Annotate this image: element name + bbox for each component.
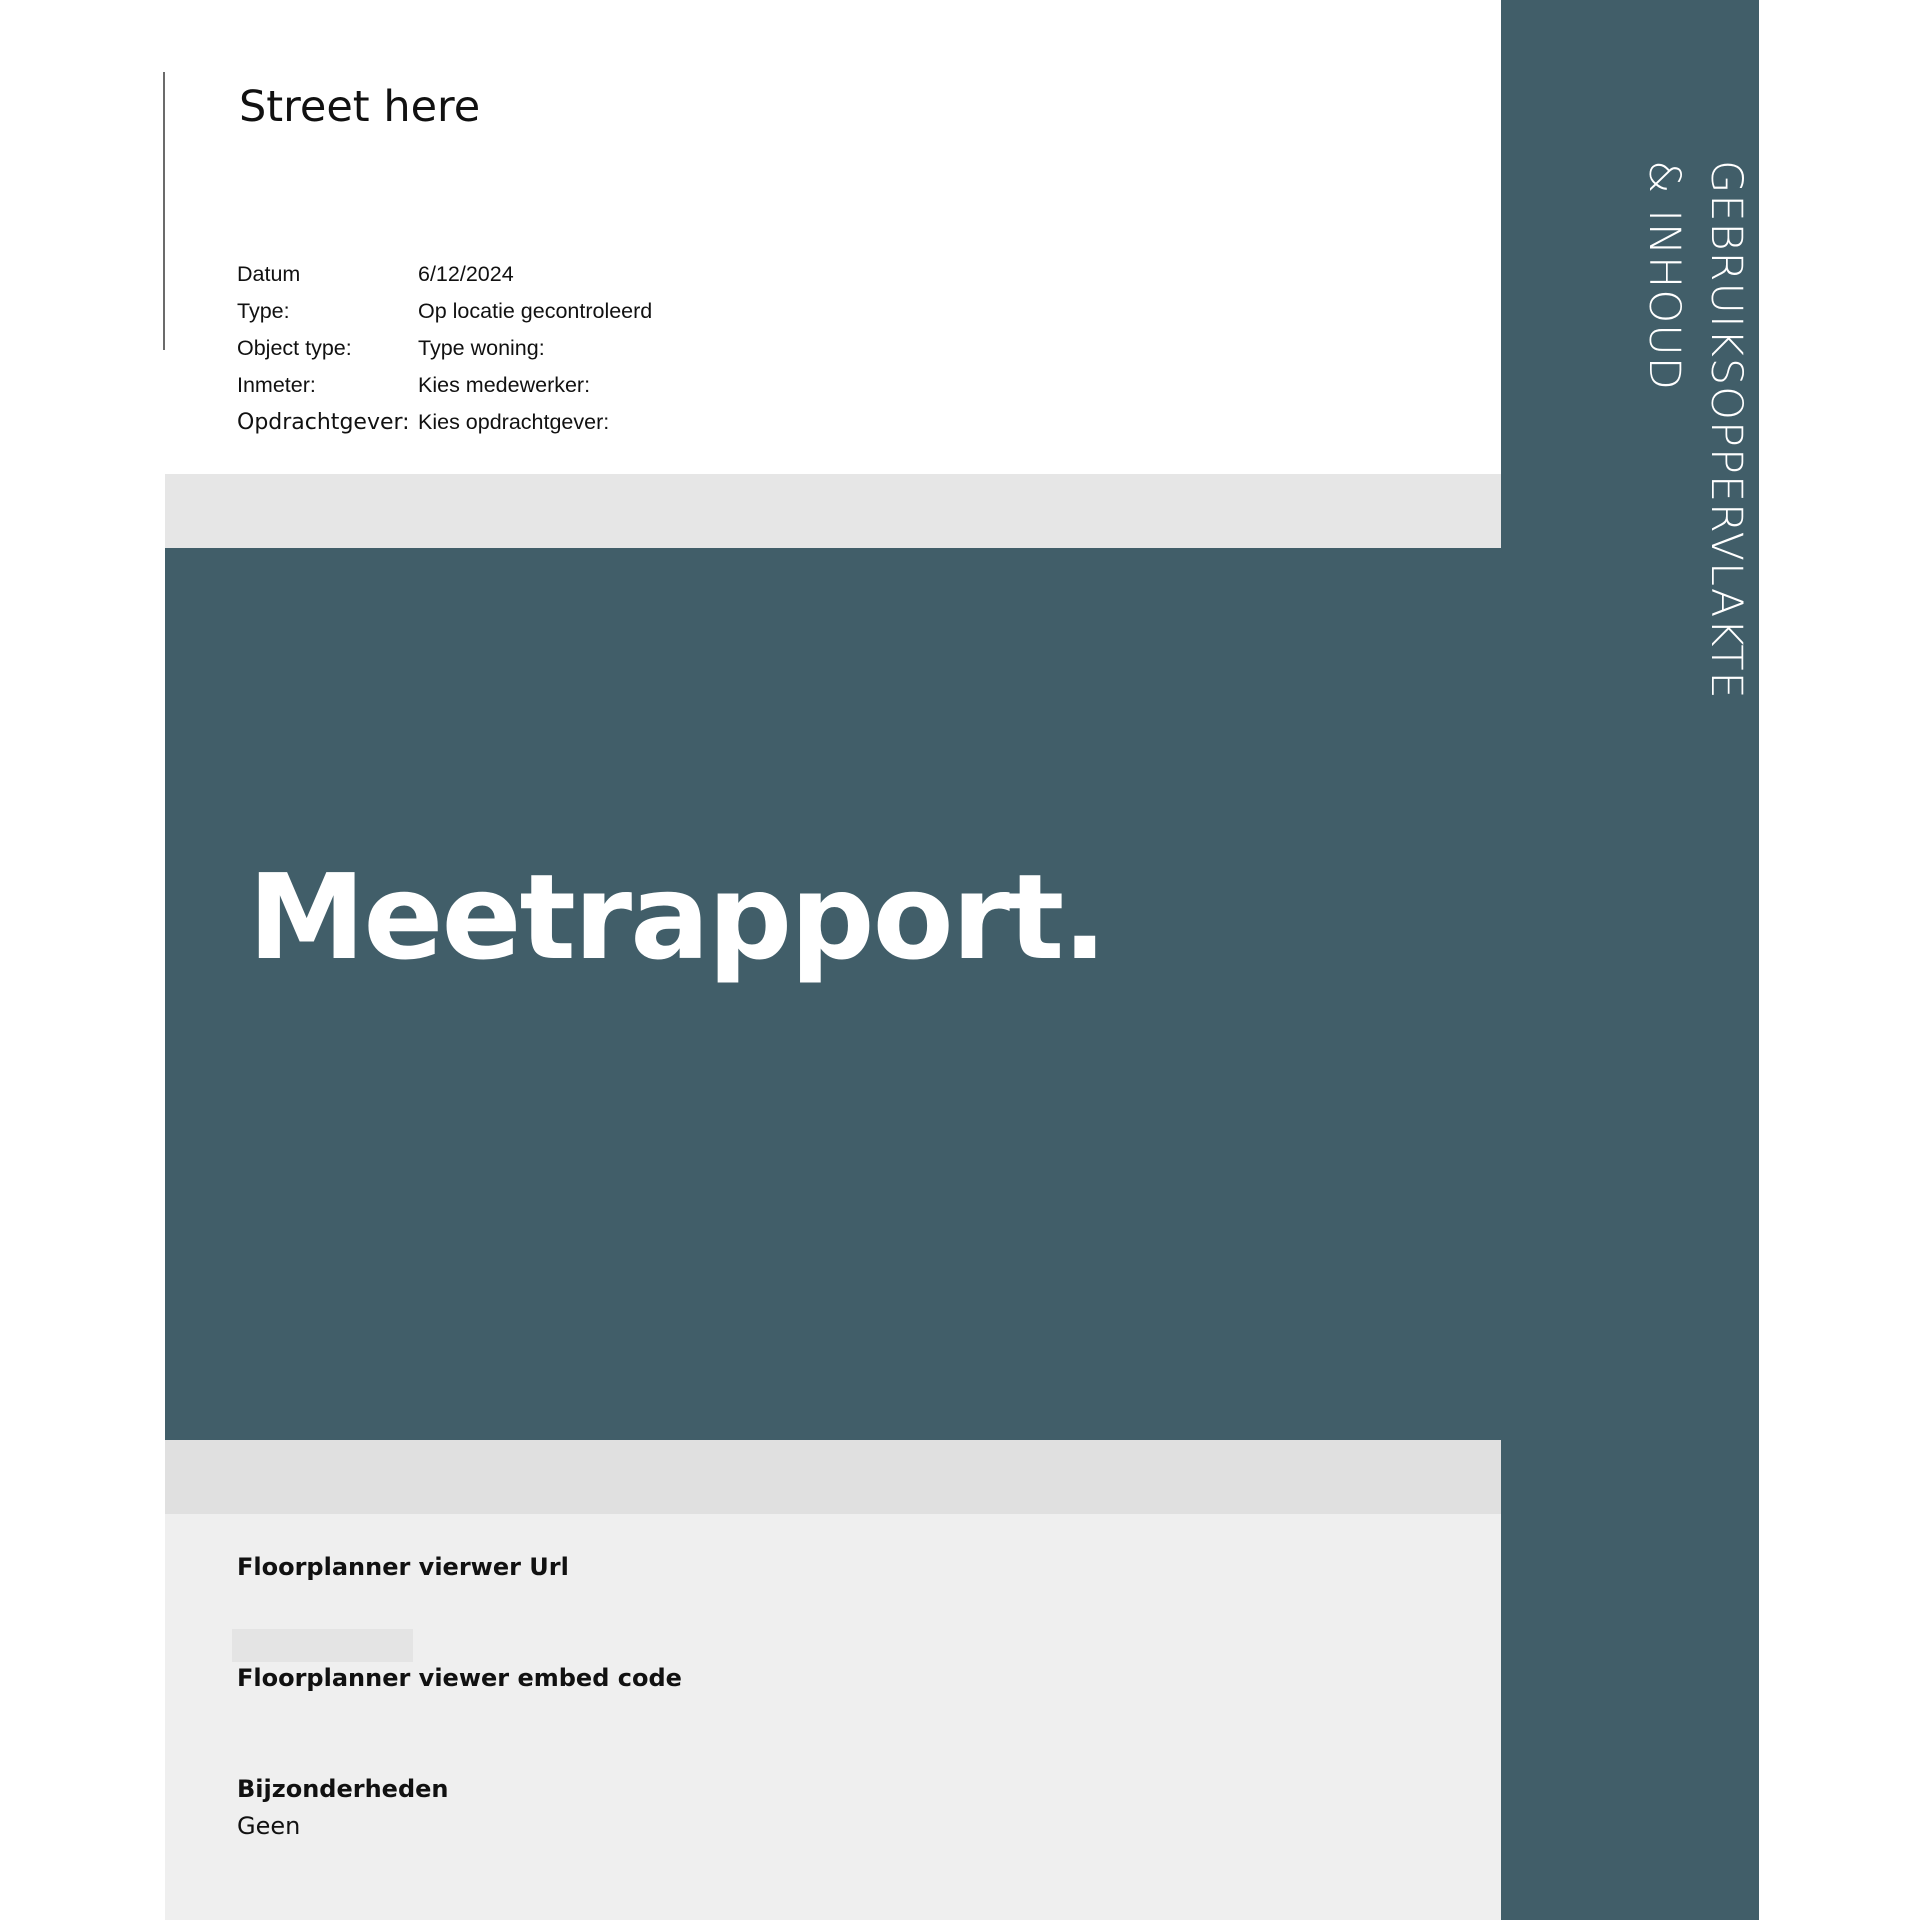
info-section: [165, 1514, 1501, 1920]
hero-block: [165, 548, 1501, 1440]
meta-row-inmeter: [237, 367, 937, 404]
meta-row-datum: [237, 256, 937, 293]
meta-label: Type:: [237, 299, 290, 323]
meta-label: Object type:: [237, 336, 352, 360]
meta-label: Opdrachtgever:: [237, 410, 410, 435]
street-heading: Street here: [239, 82, 481, 132]
meta-row-type: [237, 293, 937, 330]
sidebar-title-line-1: GEBRUIKSOPPERVLAKTE: [1701, 160, 1751, 700]
floorplanner-url-heading: Floorplanner vierwer Url: [237, 1553, 569, 1581]
meta-value: Kies medewerker:: [418, 373, 591, 397]
meta-label: Datum: [237, 262, 301, 286]
meta-label: Inmeter:: [237, 373, 316, 397]
meta-row-opdrachtgever: [237, 404, 937, 441]
meta-value: 6/12/2024: [418, 262, 514, 286]
details-value: Geen: [237, 1812, 301, 1840]
top-grey-band: [165, 474, 1501, 548]
meta-row-object-type: [237, 330, 937, 367]
report-title: Meetrapport.: [248, 848, 1106, 986]
details-heading: Bijzonderheden: [237, 1775, 449, 1803]
meta-value: Kies opdrachtgever:: [418, 410, 610, 434]
bottom-grey-band: [165, 1440, 1501, 1514]
left-vertical-rule: [163, 72, 165, 350]
meta-value: Op locatie gecontroleerd: [418, 299, 653, 323]
right-sidebar: [1501, 0, 1759, 1920]
floorplanner-url-field[interactable]: [232, 1629, 413, 1662]
meta-table: [237, 256, 937, 441]
sidebar-title-line-2: & INHOUD: [1639, 160, 1689, 391]
embed-code-heading: Floorplanner viewer embed code: [237, 1664, 682, 1692]
meta-value: Type woning:: [418, 336, 545, 360]
